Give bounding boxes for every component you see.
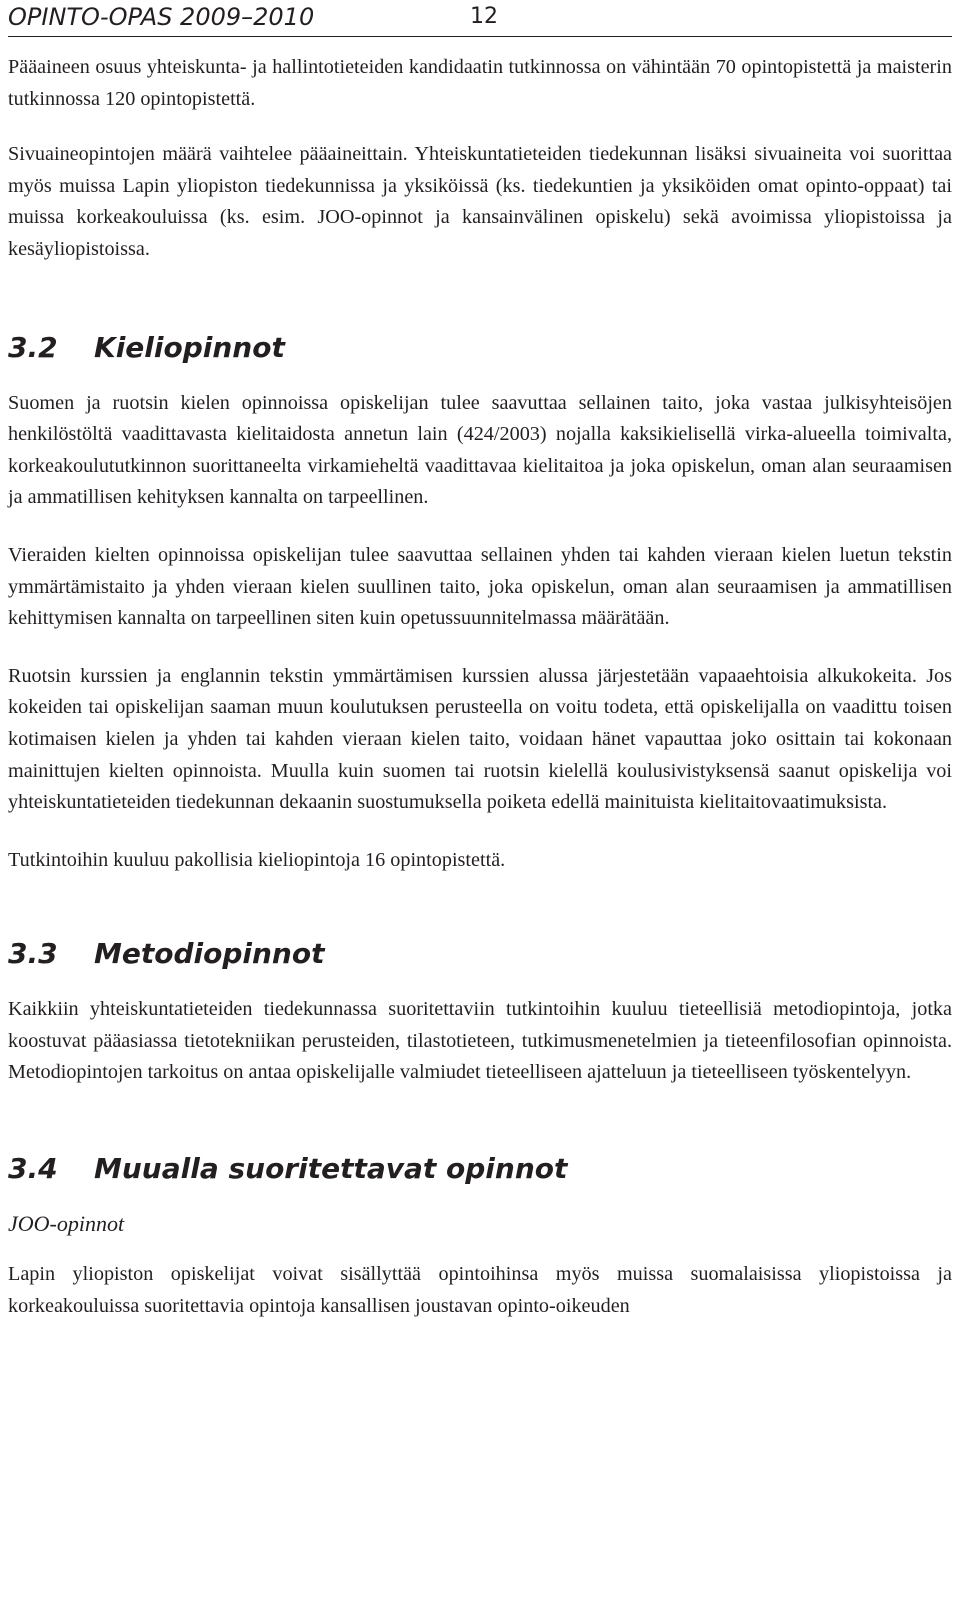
header-rule <box>8 36 952 37</box>
kieliopinnot-paragraph-2: Vieraiden kielten opinnoissa opiskelijan tulee saavuttaa sellainen yhden tai kahden vieraan kielen luetun tekstin ymmärtämistaito ja yhden vieraan kielen suullinen taito, joka opiskelun, oman alan seuraamisen ja ammatillisen kehittymisen kannalta on tarpeellinen siten kuin opetussuunnitelmassa määrätään. <box>8 543 952 630</box>
section-heading-3-3 <box>8 936 952 972</box>
kieliopinnot-paragraph-4: Tutkintoihin kuuluu pakollisia kieliopintoja 16 opintopistettä. <box>8 848 506 871</box>
section-number: 3.2 <box>8 330 58 364</box>
kieliopinnot-paragraph-3: Ruotsin kurssien ja englannin tekstin ymmärtämisen kurssien alussa järjestetään vapaaehtoisia alkukokeita. Jos kokeiden tai opiskelijan saaman muun koulutuksen perusteella on voitu todeta, että opiskelijalla on vaadittu toisen kotimaisen kielen ja yhden tai kahden vieraan kielen taito, voidaan hänet vapauttaa joko osittain tai kokonaan mainittujen kielten opinnoista. Muulla kuin suomen tai ruotsin kielellä koulusivistyksensä saanut opiskelija voi yhteiskuntatieteiden tiedekunnan dekaanin suostumuksella poiketa edellä mainituista kielitaitovaatimuksista. <box>8 664 952 814</box>
intro-paragraph-1: Pääaineen osuus yhteiskunta- ja hallintotieteiden kandidaatin tutkinnossa on vähintään 70 opintopistettä ja maisterin tutkinnossa 120 opintopistettä. <box>8 56 952 110</box>
section-number: 3.4 <box>8 1152 58 1186</box>
section-number: 3.3 <box>8 937 58 971</box>
page-number: 12 <box>470 4 498 29</box>
kieliopinnot-paragraph-1: Suomen ja ruotsin kielen opinnoissa opiskelijan tulee saavuttaa sellainen taito, joka vastaa julkisyhteisöjen henkilöstöltä vaadittavasta kielitaidosta annetun lain (424/2003) nojalla kaksikielisellä virka-alueella toimivalta, korkeakoulututkinnon suorittaneelta virkamieheltä vaadittavaa kielitaitoa ja joka opiskelun, oman alan seuraamisen ja ammatillisen kehityksen kannalta on tarpeellinen. <box>8 391 952 509</box>
section-heading-3-2 <box>8 330 952 366</box>
document-page <box>8 0 952 1322</box>
intro-paragraph-2: Sivuaineopintojen määrä vaihtelee pääaineittain. Yhteiskuntatieteiden tiedekunnan lisäksi sivuaineita voi suorittaa myös muissa Lapin yliopiston tiedekunnissa ja yksiköissä (ks. tiedekuntien ja yksiköiden omat opinto-oppaat) tai muissa korkeakouluissa (ks. esim. JOO-opinnot ja kansainvälinen opiskelu) sekä avoimissa yliopistoissa ja kesäyliopistoissa. <box>8 143 952 260</box>
metodiopinnot-paragraph-1: Kaikkiin yhteiskuntatieteiden tiedekunnassa suoritettaviin tutkintoihin kuuluu tieteellisiä metodiopintoja, jotka koostuvat pääasiassa tietotekniikan perusteiden, tilastotieteen, tutkimusmenetelmien ja tieteenfilosofian opinnoista. Metodiopintojen tarkoitus on antaa opiskelijalle valmiudet tieteelliseen ajatteluun ja tieteelliseen työskentelyyn. <box>8 998 952 1084</box>
joo-opinnot-subheading: JOO-opinnot <box>8 1211 125 1237</box>
running-header <box>8 0 952 36</box>
section-title: Muualla suoritettavat opinnot <box>94 1152 568 1186</box>
guide-title: OPINTO-OPAS 2009–2010 <box>8 3 315 31</box>
joo-opinnot-paragraph-1: Lapin yliopiston opiskelijat voivat sisällyttää opintoihinsa myös muissa suomalaisissa yliopistoissa ja korkeakouluissa suoritettavia opintoja kansallisen joustavan opinto-oikeuden <box>8 1263 952 1317</box>
section-title: Kieliopinnot <box>94 330 285 364</box>
section-heading-3-4 <box>8 1151 952 1187</box>
section-title: Metodiopinnot <box>94 937 325 971</box>
